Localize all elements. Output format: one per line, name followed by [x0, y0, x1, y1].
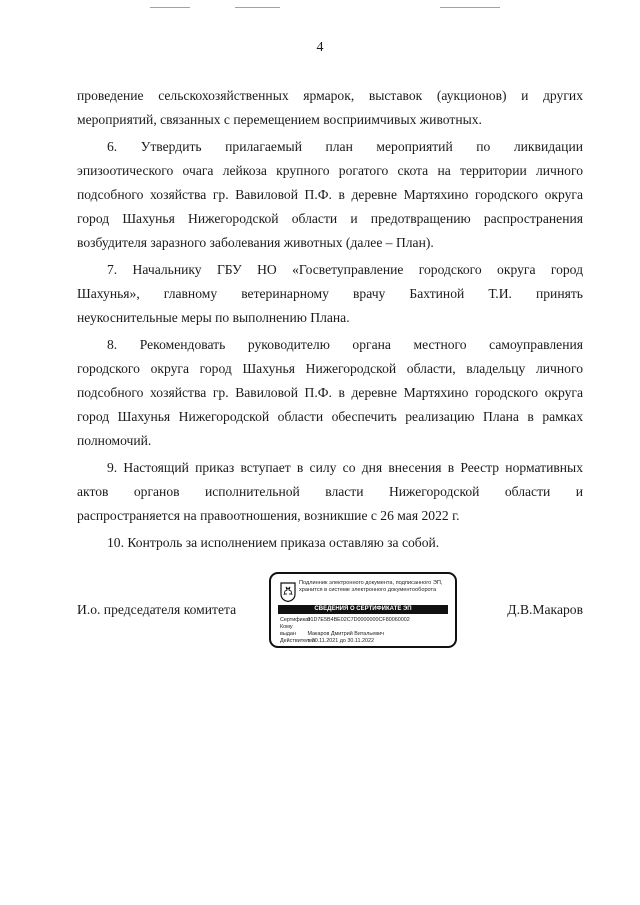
- text-line: 7. Начальнику ГБУ НО «Госветуправление городского округа город: [107, 262, 583, 277]
- stamp-header-line: Подлинник электронного документа, подписанного ЭП,: [299, 580, 443, 586]
- deer-emblem-icon: [280, 582, 296, 602]
- paragraph-item-10: [77, 531, 583, 555]
- issued-to-value: Макаров Дмитрий Витальевич: [307, 631, 384, 637]
- stamp-header: [299, 580, 451, 594]
- text-line: проведение сельскохозяйственных ярмарок, выставок (аукционов) и других: [77, 88, 583, 103]
- text-line: 6. Утвердить прилагаемый план мероприятий по ликвидации: [107, 139, 583, 154]
- text-line: Шахунья», главному ветеринарному врачу Бахтиной Т.И. принять: [77, 286, 583, 301]
- page-number: 4: [316, 40, 324, 55]
- validity-label: Действителен: [280, 638, 316, 644]
- certificate-label: Сертификат: [280, 617, 311, 623]
- validity-row: [280, 638, 450, 645]
- text-line: неукоснительные меры по выполнению Плана.: [77, 310, 350, 325]
- text-line: эпизоотического очага лейкоза крупного рогатого скота на территории личного: [77, 163, 583, 178]
- signatory-name: Д.В.Макаров: [507, 602, 583, 617]
- stamp-header-line: хранится в системе электронного документооборота: [299, 587, 437, 593]
- text-line: полномочий.: [77, 433, 152, 448]
- text-line: 8. Рекомендовать руководителю органа местного самоуправления: [107, 337, 583, 352]
- text-line: город Шахунья Нижегородской области обеспечить реализацию Плана в рамках: [77, 409, 583, 424]
- text-line: 10. Контроль за исполнением приказа оставляю за собой.: [107, 535, 440, 550]
- document-body: [77, 84, 583, 558]
- paragraph-item-8: [77, 333, 583, 453]
- stamp-title-bar: СВЕДЕНИЯ О СЕРТИФИКАТЕ ЭП: [278, 605, 448, 614]
- certificate-details: [280, 617, 450, 645]
- paragraph-item-7: [77, 258, 583, 330]
- text-line: распространяется на правоотношения, возникшие с 26 мая 2022 г.: [77, 508, 460, 523]
- paragraph-continuation: [77, 84, 583, 132]
- text-line: подсобного хозяйства гр. Вавиловой П.Ф. в деревне Мартяхино городского округа: [77, 187, 583, 202]
- text-line: городского округа город Шахунья Нижегородской области, владельцу личного: [77, 361, 583, 376]
- text-line: мероприятий, связанных с перемещением восприимчивых животных.: [77, 112, 482, 127]
- text-line: возбудителя заразного заболевания животных (далее – План).: [77, 235, 434, 250]
- certificate-value: 01D7E5B4BE02C7D0000000CF80060002: [307, 617, 410, 623]
- signature-block: [77, 572, 583, 652]
- text-line: 9. Настоящий приказ вступает в силу со дня внесения в Реестр нормативных: [107, 460, 583, 475]
- paragraph-item-6: [77, 135, 583, 255]
- certificate-row: [280, 617, 450, 624]
- issued-to-label: Кому выдан: [280, 624, 296, 637]
- signatory-title: И.о. председателя комитета: [77, 602, 237, 617]
- scan-artifact: [235, 7, 280, 8]
- scan-artifact: [150, 7, 190, 8]
- issued-to-row: [280, 624, 450, 638]
- scan-artifact: [440, 7, 500, 8]
- text-line: актов органов исполнительной власти Нижегородской области и: [77, 484, 583, 499]
- paragraph-item-9: [77, 456, 583, 528]
- validity-value: с 30.11.2021 до 30.11.2022: [307, 638, 374, 644]
- text-line: город Шахунья Нижегородской области и предотвращению распространения: [77, 211, 583, 226]
- text-line: подсобного хозяйства гр. Вавиловой П.Ф. в деревне Мартяхино городского округа: [77, 385, 583, 400]
- electronic-signature-stamp: [269, 572, 457, 648]
